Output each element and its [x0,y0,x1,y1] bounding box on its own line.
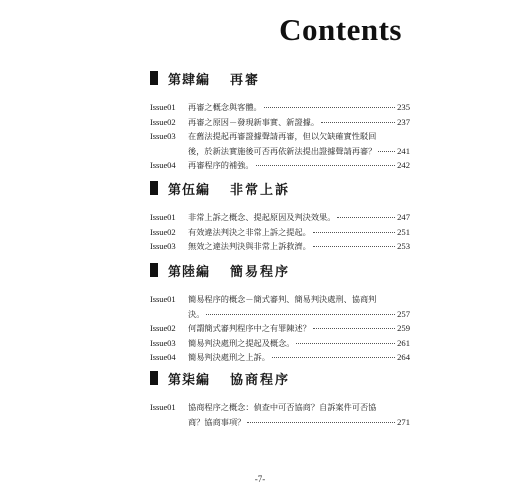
entry-line [188,144,410,159]
dot-leader [272,357,395,358]
dot-leader [337,217,395,218]
dot-leader [313,232,395,233]
dot-leader [206,314,395,315]
entry-line [188,400,410,415]
dot-leader [313,246,395,247]
page-ref: 235 [397,102,410,112]
entry-line [188,321,410,336]
entry-line [188,350,410,365]
toc-entry[interactable] [150,292,410,321]
entry-title: 何謂簡式審判程序中之有罪陳述？ [188,323,311,333]
entry-title: 商？協商事項？ [188,416,246,427]
entry-title: 決。 [188,308,205,319]
part-number: 第陸編 [168,264,211,280]
toc-entry[interactable] [150,115,410,130]
toc-entry[interactable] [150,350,410,365]
entry-line [188,129,410,144]
part-heading [150,366,410,390]
entry-title: 再審之原因－發現新事實、新證據。 [188,116,320,127]
part-number: 第柒編 [168,372,211,388]
entry-line [188,115,410,130]
page-ref: 253 [397,241,410,251]
part-heading [150,176,410,200]
entry-list [150,400,410,429]
issue-label: Issue02 [150,226,176,237]
issue-label: Issue01 [150,402,176,412]
page-ref: 241 [397,145,410,156]
entry-body [188,239,410,254]
entry-line [188,225,410,240]
dot-leader [313,328,395,329]
entry-title: 在舊法提起再審證據聲請再審，但以欠缺確實性駁回 [188,131,377,141]
section-marker-icon [150,263,158,277]
toc-part [150,258,410,365]
entry-body [188,292,410,321]
toc-entry[interactable] [150,158,410,173]
page-ref: 251 [397,226,410,237]
entry-body [188,400,410,429]
issue-label: Issue01 [150,294,176,304]
part-heading [150,66,410,90]
entry-title: 再審之概念與客體。 [188,102,262,112]
toc-entry[interactable] [150,321,410,336]
entry-title: 有效違法判決之非常上訴之提起。 [188,226,311,237]
entry-line [188,336,410,351]
toc-entry[interactable] [150,336,410,351]
entry-line [188,292,410,307]
issue-label: Issue04 [150,160,176,170]
entry-body [188,115,410,130]
entry-line [188,239,410,254]
dot-leader [321,122,395,123]
entry-line [188,415,410,430]
entry-body [188,158,410,173]
section-marker-icon [150,71,158,85]
issue-label: Issue01 [150,212,176,222]
toc-part [150,66,410,173]
part-number: 第肆編 [168,72,211,88]
dot-leader [256,165,396,166]
toc-entry[interactable] [150,100,410,115]
entry-list [150,292,410,365]
entry-body [188,100,410,115]
dot-leader [378,151,395,152]
entry-line [188,100,410,115]
toc-part [150,366,410,429]
entry-title: 非常上訴之概念、提起原因及判決效果。 [188,212,336,222]
page-title: Contents [279,12,402,47]
entry-title: 簡易程序的概念－簡式審判、簡易判決處刑、協商判 [188,294,377,304]
page-ref: 271 [397,416,410,427]
issue-label: Issue02 [150,116,176,127]
entry-title: 後，於新法實施後可否再依新法提出證據聲請再審？ [188,145,377,156]
dot-leader [247,422,395,423]
issue-label: Issue02 [150,323,176,333]
entry-body [188,225,410,240]
toc-part [150,176,410,254]
toc-entry[interactable] [150,239,410,254]
page-ref: 237 [397,116,410,127]
part-title: 非常上訴 [230,182,291,198]
entry-title: 簡易判決處刑之上訴。 [188,352,270,362]
issue-label: Issue03 [150,131,176,141]
entry-list [150,210,410,254]
entry-body [188,336,410,351]
issue-label: Issue03 [150,241,176,251]
entry-body [188,129,410,158]
part-title: 簡易程序 [230,264,291,280]
toc-entry[interactable] [150,225,410,240]
entry-body [188,350,410,365]
issue-label: Issue01 [150,102,176,112]
entry-line [188,158,410,173]
section-marker-icon [150,371,158,385]
entry-title: 協商程序之概念：偵查中可否協商？自訴案件可否協 [188,402,377,412]
page-ref: 242 [397,160,410,170]
entry-list [150,100,410,173]
part-heading [150,258,410,282]
toc-entry[interactable] [150,129,410,158]
dot-leader [296,343,395,344]
toc-entry[interactable] [150,400,410,429]
entry-line [188,307,410,322]
dot-leader [264,107,395,108]
page-ref: 264 [397,352,410,362]
issue-label: Issue04 [150,352,176,362]
page-number: -7- [254,474,266,484]
entry-title: 無效之違法判決與非常上訴救濟。 [188,241,311,251]
toc-entry[interactable] [150,210,410,225]
page-ref: 261 [397,337,410,348]
page-ref: 257 [397,308,410,319]
page-ref: 247 [397,212,410,222]
entry-line [188,210,410,225]
part-title: 協商程序 [230,372,291,388]
entry-body [188,321,410,336]
page-ref: 259 [397,323,410,333]
part-number: 第伍編 [168,182,211,198]
issue-label: Issue03 [150,337,176,348]
part-title: 再審 [230,72,261,88]
section-marker-icon [150,181,158,195]
entry-title: 簡易判決處刑之提起及概念。 [188,337,295,348]
entry-title: 再審程序的補強。 [188,160,254,170]
entry-body [188,210,410,225]
